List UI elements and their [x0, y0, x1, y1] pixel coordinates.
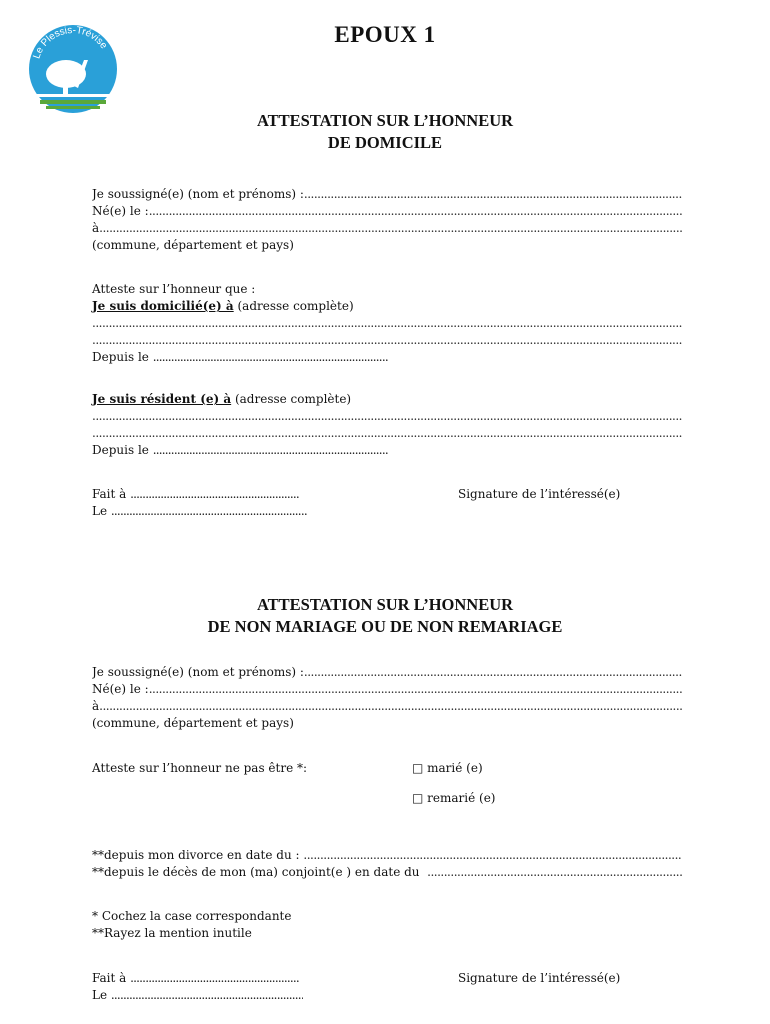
birthplace-field[interactable] — [92, 220, 682, 237]
fait-a-field[interactable] — [92, 970, 300, 987]
divorce-date-field[interactable] — [92, 847, 682, 864]
birthdate-label: Né(e) le : — [92, 682, 149, 696]
resident-since-field[interactable] — [92, 442, 682, 459]
section2-identity-block — [92, 664, 682, 732]
resident-suffix: (adresse complète) — [231, 392, 352, 406]
resident-address-line2[interactable] — [92, 425, 682, 442]
section1-title-line2: DE DOMICILE — [327, 133, 443, 152]
signature-label: Signature de l’intéressé(e) — [458, 487, 621, 501]
date-field[interactable] — [92, 503, 307, 520]
soussigne-label: Je soussigné(e) (nom et prénoms) : — [92, 187, 304, 201]
commune-hint: (commune, département et pays) — [92, 238, 294, 252]
soussigne-label: Je soussigné(e) (nom et prénoms) : — [92, 665, 304, 679]
deces-date-field[interactable] — [92, 864, 682, 881]
note-checkbox: * Cochez la case correspondante — [92, 909, 292, 923]
atteste-text: Atteste sur l’honneur que : — [92, 282, 256, 296]
section2-title-line1: ATTESTATION SUR L’HONNEUR — [256, 595, 514, 614]
domicile-address-line1[interactable] — [92, 315, 682, 332]
section1-domicile-block — [92, 281, 682, 366]
note-strike: **Rayez la mention inutile — [92, 926, 252, 940]
le-label: Le — [92, 504, 108, 518]
depuis-label: Depuis le — [92, 350, 149, 364]
fait-a-label: Fait à — [92, 487, 127, 501]
domicilie-suffix: (adresse complète) — [233, 299, 354, 313]
section2-dates-block — [92, 847, 682, 881]
option-remarie-checkbox[interactable]: □ remarié (e) — [412, 791, 496, 805]
deces-label: **depuis le décès de mon (ma) conjoint(e ) en date du — [92, 865, 420, 879]
notes-block — [92, 908, 682, 942]
commune-hint: (commune, département et pays) — [92, 716, 294, 730]
logo-text: Le Plessis-Trévise — [31, 24, 110, 61]
le-label: Le — [92, 988, 108, 1002]
domicile-address-line2[interactable] — [92, 332, 682, 349]
birthdate-label: Né(e) le : — [92, 204, 149, 218]
section1-title-line1: ATTESTATION SUR L’HONNEUR — [256, 111, 514, 130]
domicile-since-field[interactable] — [92, 349, 682, 366]
birthplace-field[interactable] — [92, 698, 682, 715]
section1-identity-block — [92, 186, 682, 254]
soussigne-field[interactable] — [92, 664, 682, 681]
domicilie-label: Je suis domicilié(e) à — [92, 299, 234, 313]
birthplace-label: à — [92, 699, 100, 713]
date-field[interactable] — [92, 987, 303, 1004]
fait-a-field[interactable] — [92, 486, 300, 503]
birthdate-field[interactable] — [92, 203, 682, 220]
soussigne-field[interactable] — [92, 186, 682, 203]
divorce-label: **depuis mon divorce en date du : — [92, 848, 300, 862]
birthdate-field[interactable] — [92, 681, 682, 698]
birthplace-label: à — [92, 221, 100, 235]
resident-address-line1[interactable] — [92, 408, 682, 425]
signature-label: Signature de l’intéressé(e) — [458, 971, 621, 985]
depuis-label: Depuis le — [92, 443, 149, 457]
resident-label: Je suis résident (e) à — [92, 392, 232, 406]
fait-a-label: Fait à — [92, 971, 127, 985]
section1-resident-block — [92, 391, 682, 459]
section2-title-line2: DE NON MARIAGE OU DE NON REMARIAGE — [207, 617, 563, 636]
option-marie-checkbox[interactable]: □ marié (e) — [412, 761, 483, 775]
page-title: EPOUX 1 — [334, 22, 436, 47]
atteste-text: Atteste sur l’honneur ne pas être *: — [92, 761, 308, 775]
